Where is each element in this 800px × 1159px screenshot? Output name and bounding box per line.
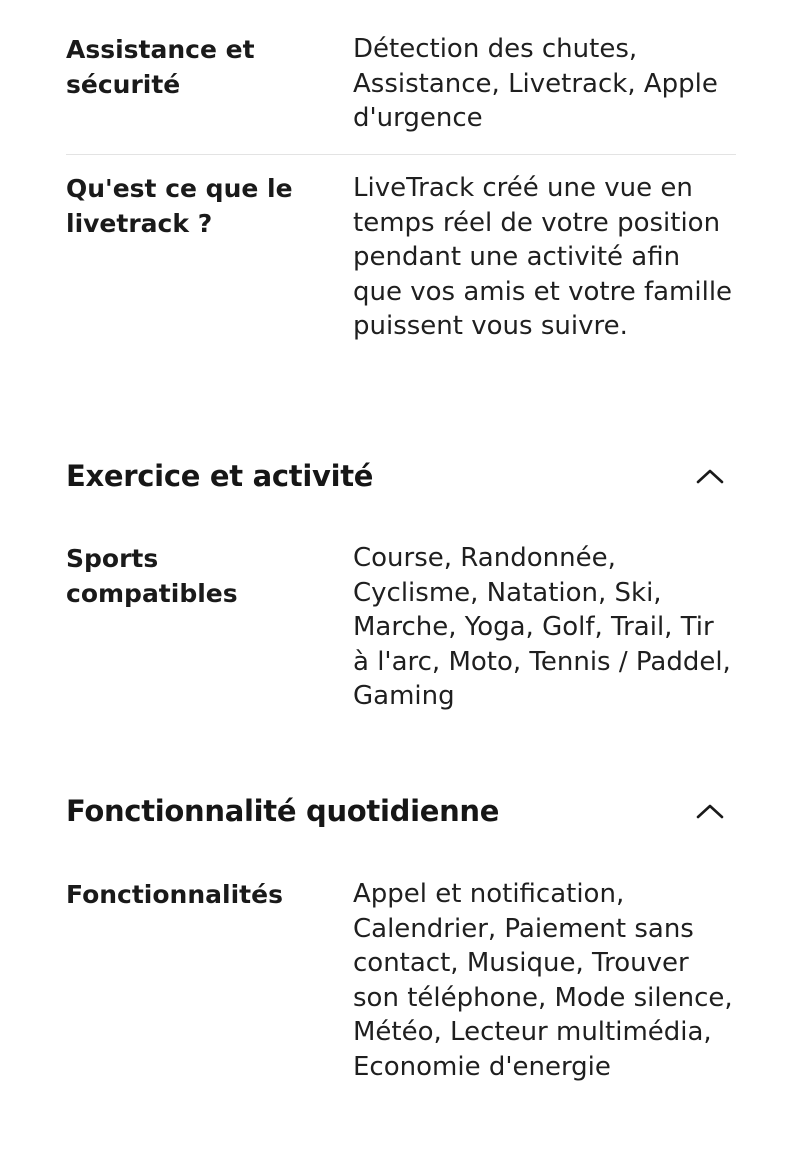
section-header-daily[interactable] [66, 791, 736, 831]
section-header-exercise[interactable] [66, 456, 736, 496]
spec-label: Qu'est ce que le livetrack ? [66, 174, 293, 238]
section-title: Exercice et activité [66, 459, 374, 493]
section-title: Fonctionnalité quotidienne [66, 794, 500, 828]
chevron-up-icon[interactable] [694, 460, 726, 492]
spec-label: Sports compatibles [66, 544, 238, 608]
spec-label: Fonctionnalités [66, 880, 283, 909]
spec-row-assistance [66, 32, 736, 136]
spec-row-livetrack [66, 171, 736, 344]
spec-value: Appel et notification, Calendrier, Paiement sans contact, Musique, Trouver son téléphone, Mode silence, Météo, Lecteur multimédia, Economie d'energie [353, 879, 733, 1082]
spec-row-sports [66, 541, 736, 714]
spec-value: LiveTrack créé une vue en temps réel de votre position pendant une activité afin que vos amis et votre famille puissent vous suivre. [353, 173, 733, 342]
spec-value: Course, Randonnée, Cyclisme, Natation, Ski, Marche, Yoga, Golf, Trail, Tir à l'arc, Moto, Tennis / Paddel, Gaming [353, 543, 731, 712]
spec-value: Détection des chutes, Assistance, Livetrack, Apple d'urgence [353, 34, 718, 134]
row-divider [66, 154, 736, 155]
chevron-up-icon[interactable] [694, 795, 726, 827]
spec-row-features [66, 877, 736, 1085]
spec-label: Assistance et sécurité [66, 35, 255, 99]
